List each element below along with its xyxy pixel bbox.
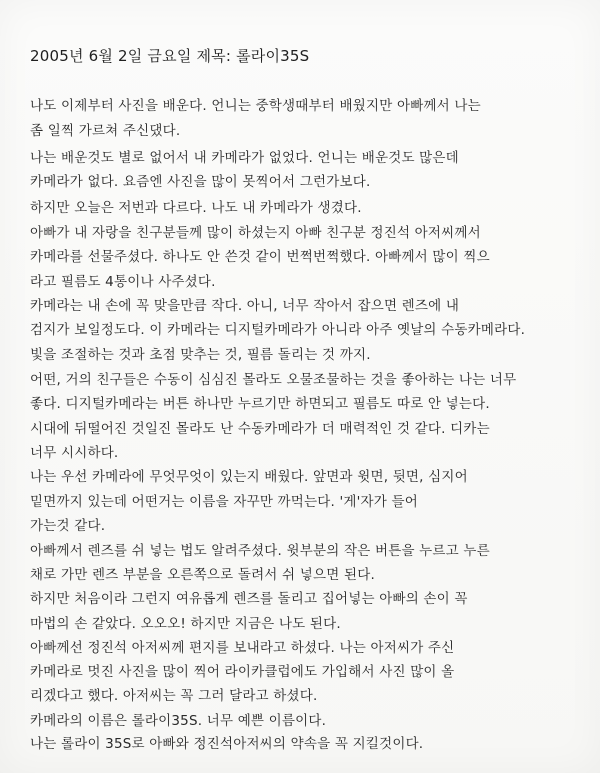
diary-line: 나는 롤라이 35S로 아빠와 정진석아저씨의 약속을 꼭 지킬것이다. bbox=[30, 736, 424, 752]
diary-line: 리겠다고 했다. 아저씨는 꼭 그러 달라고 하셨다. bbox=[30, 688, 318, 704]
diary-line: 밑면까지 있는데 어떤거는 이름을 자꾸만 까먹는다. '게'자가 들어 bbox=[30, 494, 419, 510]
diary-line: 빛을 조절하는 것과 초점 맞추는 것, 필름 돌리는 것 까지. bbox=[30, 347, 371, 363]
diary-header: 2005년 6월 2일 금요일 제목: 롤라이35S bbox=[30, 47, 310, 65]
diary-line: 아빠가 내 자랑을 친구분들께 많이 하셨는지 아빠 친구분 정진석 아저씨께서 bbox=[30, 225, 481, 241]
diary-line: 카메라의 이름은 롤라이35S. 너무 예쁜 이름이다. bbox=[30, 713, 327, 729]
diary-line: 어떤, 거의 친구들은 수동이 심심진 몰라도 오물조물하는 것을 좋아하는 나는 너무 bbox=[30, 372, 517, 388]
diary-line: 검지가 보일정도다. 이 카메라는 디지털카메라가 아니라 아주 옛날의 수동카메라다. bbox=[30, 322, 526, 338]
diary-line: 카메라를 선물주셨다. 하나도 안 쓴것 같이 번쩍번쩍했다. 아빠께서 많이 찍으 bbox=[30, 249, 490, 265]
diary-line: 마법의 손 같았다. 오오오! 하지만 지금은 나도 된다. bbox=[30, 616, 341, 632]
diary-line: 좋다. 디지털카메라는 버튼 하나만 누르기만 하면되고 필름도 따로 안 넣는다. bbox=[30, 396, 490, 412]
diary-line: 좀 일찍 가르쳐 주신댔다. bbox=[30, 123, 181, 139]
diary-line: 채로 가만 렌즈 부분을 오른쪽으로 돌려서 쉬 넣으면 된다. bbox=[30, 567, 375, 583]
diary-line: 나도 이제부터 사진을 배운다. 언니는 중학생때부터 배웠지만 아빠께서 나는 bbox=[30, 98, 481, 114]
diary-line: 카메라로 멋진 사진을 많이 찍어 라이카클럽에도 가입해서 사진 많이 올 bbox=[30, 664, 455, 680]
diary-line: 하지만 처음이라 그런지 여유롭게 렌즈를 돌리고 집어넣는 아빠의 손이 꼭 bbox=[30, 591, 468, 607]
diary-line: 카메라는 내 손에 꼭 맞을만큼 작다. 아니, 너무 작아서 잡으면 렌즈에 내 bbox=[30, 298, 460, 314]
diary-line: 시대에 뒤떨어진 것일진 몰라도 난 수동카메라가 더 매력적인 것 같다. 디카는 bbox=[30, 421, 490, 437]
diary-line: 너무 시시하다. bbox=[30, 445, 119, 461]
diary-line: 나는 우선 카메라에 무엇무엇이 있는지 배웠다. 앞면과 윗면, 뒷면, 심지어 bbox=[30, 469, 468, 485]
diary-line: 아빠께서 렌즈를 쉬 넣는 법도 알려주셨다. 윗부분의 작은 버튼을 누르고 누른 bbox=[30, 543, 490, 559]
diary-line: 라고 필름도 4통이나 사주셨다. bbox=[30, 274, 216, 290]
diary-line: 아빠께선 정진석 아저씨께 편지를 보내라고 하셨다. 나는 아저씨가 주신 bbox=[30, 640, 455, 656]
diary-line: 하지만 오늘은 저번과 다르다. 나도 내 카메라가 생겼다. bbox=[30, 200, 362, 216]
diary-line: 카메라가 없다. 요즘엔 사진을 많이 못찍어서 그런가보다. bbox=[30, 174, 371, 190]
diary-line: 나는 배운것도 별로 없어서 내 카메라가 없었다. 언니는 배운것도 많은데 bbox=[30, 150, 459, 166]
diary-line: 가는것 같다. bbox=[30, 518, 106, 534]
